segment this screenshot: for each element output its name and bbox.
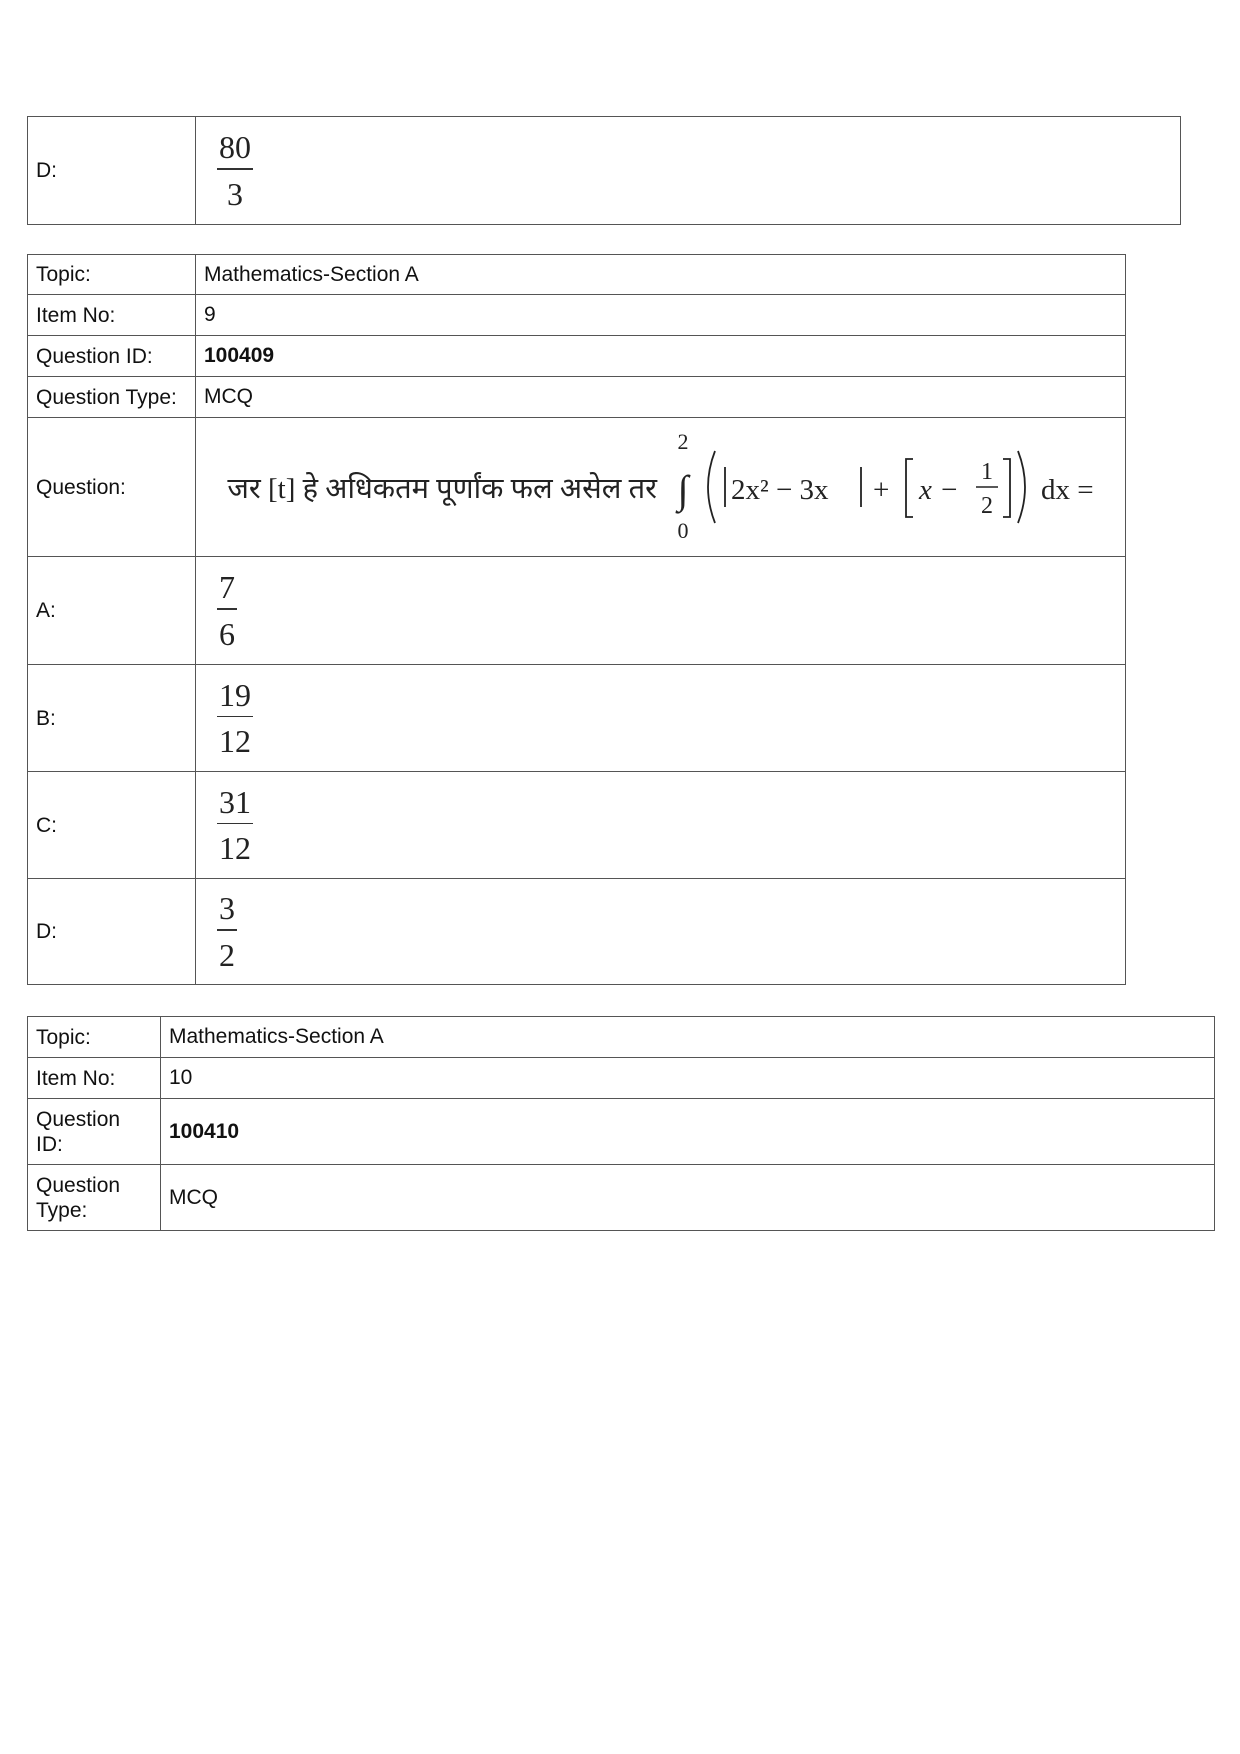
question-id-row bbox=[28, 1099, 1215, 1165]
topic-row bbox=[28, 1017, 1215, 1058]
fraction-numerator: 31 bbox=[219, 783, 251, 820]
item-label: Item No: bbox=[28, 295, 196, 336]
plus-sign: + bbox=[873, 474, 890, 506]
fraction-denominator: 2 bbox=[219, 936, 235, 973]
question-type-label bbox=[28, 1165, 161, 1231]
option-row-c bbox=[28, 772, 1126, 879]
option-label: D: bbox=[28, 879, 196, 985]
question-type-value: MCQ bbox=[161, 1165, 1215, 1231]
question-id-row bbox=[28, 336, 1126, 377]
question-type-label-line1: Question bbox=[36, 1173, 121, 1197]
question-row bbox=[28, 418, 1126, 557]
option-value bbox=[196, 117, 1181, 225]
option-value bbox=[196, 772, 1126, 879]
floor-term: x − bbox=[919, 474, 959, 506]
question-type-row bbox=[28, 377, 1126, 418]
fraction-numerator: 80 bbox=[219, 129, 251, 166]
half-denominator: 2 bbox=[981, 493, 993, 519]
fraction-denominator: 12 bbox=[219, 830, 251, 867]
option-row-b bbox=[28, 665, 1126, 772]
question-text: जर [t] हे अधिकतम पूर्णांक फल असेल तर bbox=[227, 472, 657, 505]
fraction bbox=[217, 676, 253, 760]
topic-value: Mathematics-Section A bbox=[196, 255, 1126, 295]
item-value: 9 bbox=[196, 295, 1126, 336]
integral-sign-icon: ∫ bbox=[677, 467, 689, 512]
question-9-table bbox=[27, 254, 1126, 985]
fraction-numerator: 7 bbox=[219, 569, 235, 606]
option-label: D: bbox=[28, 117, 196, 225]
option-value bbox=[196, 879, 1126, 985]
question-id-label-line2: ID: bbox=[36, 1132, 63, 1156]
fraction-denominator: 12 bbox=[219, 723, 251, 760]
floor-bracket-left bbox=[906, 459, 913, 517]
topic-value: Mathematics-Section A bbox=[161, 1017, 1215, 1058]
question-type-value: MCQ bbox=[196, 377, 1126, 418]
integral-upper-limit: 2 bbox=[677, 431, 689, 454]
item-label: Item No: bbox=[28, 1058, 161, 1099]
integral-expression bbox=[663, 431, 1113, 543]
fraction-numerator: 3 bbox=[219, 890, 235, 927]
topic-label: Topic: bbox=[28, 255, 196, 295]
outer-paren-right bbox=[1018, 451, 1025, 523]
option-label: A: bbox=[28, 557, 196, 665]
topic-row bbox=[28, 255, 1126, 295]
outer-paren-left bbox=[708, 451, 715, 523]
half-numerator: 1 bbox=[981, 459, 993, 485]
fraction bbox=[217, 571, 237, 650]
integral-tail: dx = bbox=[1041, 474, 1094, 506]
fraction bbox=[217, 131, 253, 210]
question-10-table bbox=[27, 1016, 1215, 1231]
item-row bbox=[28, 1058, 1215, 1099]
question-type-row bbox=[28, 1165, 1215, 1231]
question-content bbox=[196, 418, 1126, 557]
option-label: C: bbox=[28, 772, 196, 879]
abs-term: 2x² − 3x bbox=[731, 474, 829, 506]
option-row-d-prev bbox=[28, 117, 1181, 225]
question-expression bbox=[204, 431, 1117, 543]
option-label: B: bbox=[28, 665, 196, 772]
question-id-label-line1: Question bbox=[36, 1107, 121, 1131]
option-row-d bbox=[28, 879, 1126, 985]
fraction bbox=[217, 783, 253, 867]
question-id-value: 100409 bbox=[196, 336, 1126, 377]
question-id-label bbox=[28, 1099, 161, 1165]
integral-lower-limit: 0 bbox=[677, 518, 689, 543]
question-type-label-line2: Type: bbox=[36, 1198, 88, 1222]
topic-label: Topic: bbox=[28, 1017, 161, 1058]
option-value bbox=[196, 557, 1126, 665]
fraction-numerator: 19 bbox=[219, 676, 251, 713]
item-row bbox=[28, 295, 1126, 336]
floor-bracket-right bbox=[1003, 459, 1010, 517]
question-type-label: Question Type: bbox=[28, 377, 196, 418]
question-id-label: Question ID: bbox=[28, 336, 196, 377]
question-id-value: 100410 bbox=[161, 1099, 1215, 1165]
question-label: Question: bbox=[28, 418, 196, 557]
prev-question-option-table bbox=[27, 116, 1181, 225]
fraction-denominator: 3 bbox=[227, 175, 243, 212]
fraction bbox=[217, 892, 237, 971]
fraction-denominator: 6 bbox=[219, 615, 235, 652]
option-value bbox=[196, 665, 1126, 772]
item-value: 10 bbox=[161, 1058, 1215, 1099]
option-row-a bbox=[28, 557, 1126, 665]
